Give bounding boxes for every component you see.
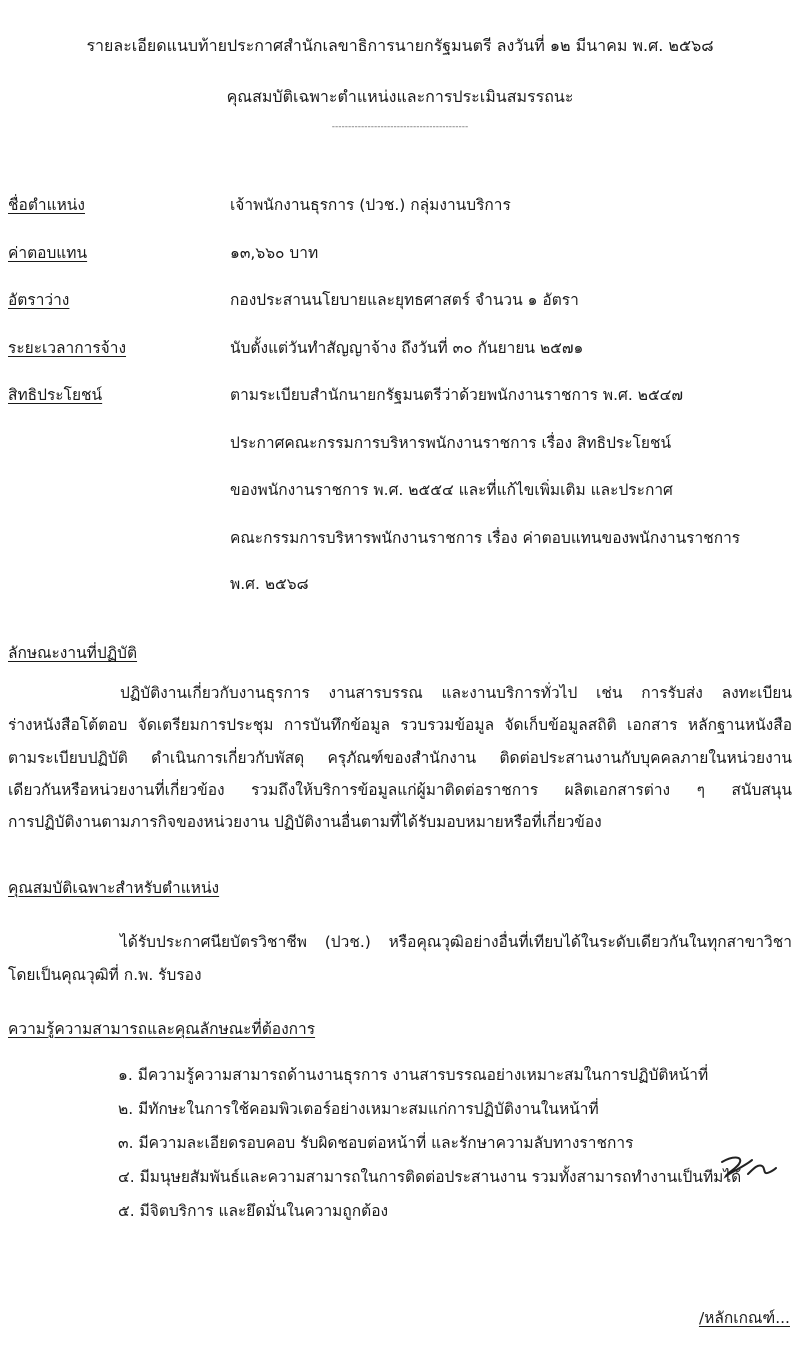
field-value-position: เจ้าพนักงานธุรการ (ปวช.) กลุ่มงานบริการ [230,196,511,214]
field-label-position: ชื่อตำแหน่ง [8,196,85,214]
field-label-benefits: สิทธิประโยชน์ [8,386,103,404]
duties-line: ตามระเบียบปฏิบัติ ดำเนินการเกี่ยวกับพัสดุ ครุภัณฑ์ของสำนักงาน ติดต่อประสานงานกับบุคคลภายในหน่วยงาน [8,749,792,767]
document-title: รายละเอียดแนบท้ายประกาศสำนักเลขาธิการนายกรัฐมนตรี ลงวันที่ ๑๒ มีนาคม พ.ศ. ๒๕๖๘ [86,36,714,55]
section-heading-competencies: ความรู้ความสามารถและคุณลักษณะที่ต้องการ [8,1020,316,1038]
field-value-benefits-line: พ.ศ. ๒๕๖๘ [230,575,309,593]
duties-line: ปฏิบัติงานเกี่ยวกับงานธุรการ งานสารบรรณ และงานบริการทั่วไป เช่น การรับส่ง ลงทะเบียน [120,684,792,702]
field-value-vacancy: กองประสานนโยบายและยุทธศาสตร์ จำนวน ๑ อัตรา [230,291,579,309]
document-subtitle: คุณสมบัติเฉพาะตำแหน่งและการประเมินสมรรถนะ [226,87,574,106]
competency-item: ๕. มีจิตบริการ และยึดมั่นในความถูกต้อง [118,1202,389,1220]
field-value-salary: ๑๓,๖๖๐ บาท [230,244,319,262]
field-value-benefits-line: คณะกรรมการบริหารพนักงานราชการ เรื่อง ค่าตอบแทนของพนักงานราชการ [230,529,741,547]
duties-line: ร่างหนังสือโต้ตอบ จัดเตรียมการประชุม การบันทึกข้อมูล รวบรวมข้อมูล จัดเก็บข้อมูลสถิติ เอกสาร หลักฐานหนังสือ [8,716,792,734]
field-value-benefits-line: ประกาศคณะกรรมการบริหารพนักงานราชการ เรื่อง สิทธิประโยชน์ [230,434,672,452]
signature-initials [718,1150,778,1186]
field-value-benefits-line: ตามระเบียบสำนักนายกรัฐมนตรีว่าด้วยพนักงานราชการ พ.ศ. ๒๕๔๗ [230,386,684,404]
qualifications-line: โดยเป็นคุณวุฒิที่ ก.พ. รับรอง [8,966,202,984]
section-heading-duties: ลักษณะงานที่ปฏิบัติ [8,644,138,662]
field-value-benefits-line: ของพนักงานราชการ พ.ศ. ๒๕๕๔ และที่แก้ไขเพิ่มเติม และประกาศ [230,481,673,499]
section-heading-qualifications: คุณสมบัติเฉพาะสำหรับตำแหน่ง [8,879,220,897]
competency-item: ๔. มีมนุษยสัมพันธ์และความสามารถในการติดต่อประสานงาน รวมทั้งสามารถทำงานเป็นทีมได้ [118,1168,742,1186]
duties-line: เดียวกันหรือหน่วยงานที่เกี่ยวข้อง รวมถึงให้บริการข้อมูลแก่ผู้มาติดต่อราชการ ผลิตเอกสารต่าง ๆ สนับสนุน [8,781,792,799]
continuation-note: /หลักเกณฑ์... [698,1309,790,1327]
field-label-vacancy: อัตราว่าง [8,291,70,309]
separator: ------------------------------------------ [331,122,469,132]
field-label-salary: ค่าตอบแทน [8,244,88,262]
competency-item: ๓. มีความละเอียดรอบคอบ รับผิดชอบต่อหน้าที่ และรักษาความลับทางราชการ [118,1134,634,1152]
duties-line: การปฏิบัติงานตามภารกิจของหน่วยงาน ปฏิบัติงานอื่นตามที่ได้รับมอบหมายหรือที่เกี่ยวข้อง [8,813,602,831]
field-label-period: ระยะเวลาการจ้าง [8,339,127,357]
field-value-period: นับตั้งแต่วันทำสัญญาจ้าง ถึงวันที่ ๓๐ กันยายน ๒๕๗๑ [230,339,584,357]
competency-item: ๑. มีความรู้ความสามารถด้านงานธุรการ งานสารบรรณอย่างเหมาะสมในการปฏิบัติหน้าที่ [118,1066,709,1084]
qualifications-line: ได้รับประกาศนียบัตรวิชาชีพ (ปวช.) หรือคุณวุฒิอย่างอื่นที่เทียบได้ในระดับเดียวกันในทุกสาขาวิชา [120,933,792,951]
competency-item: ๒. มีทักษะในการใช้คอมพิวเตอร์อย่างเหมาะสมแก่การปฏิบัติงานในหน้าที่ [118,1100,599,1118]
